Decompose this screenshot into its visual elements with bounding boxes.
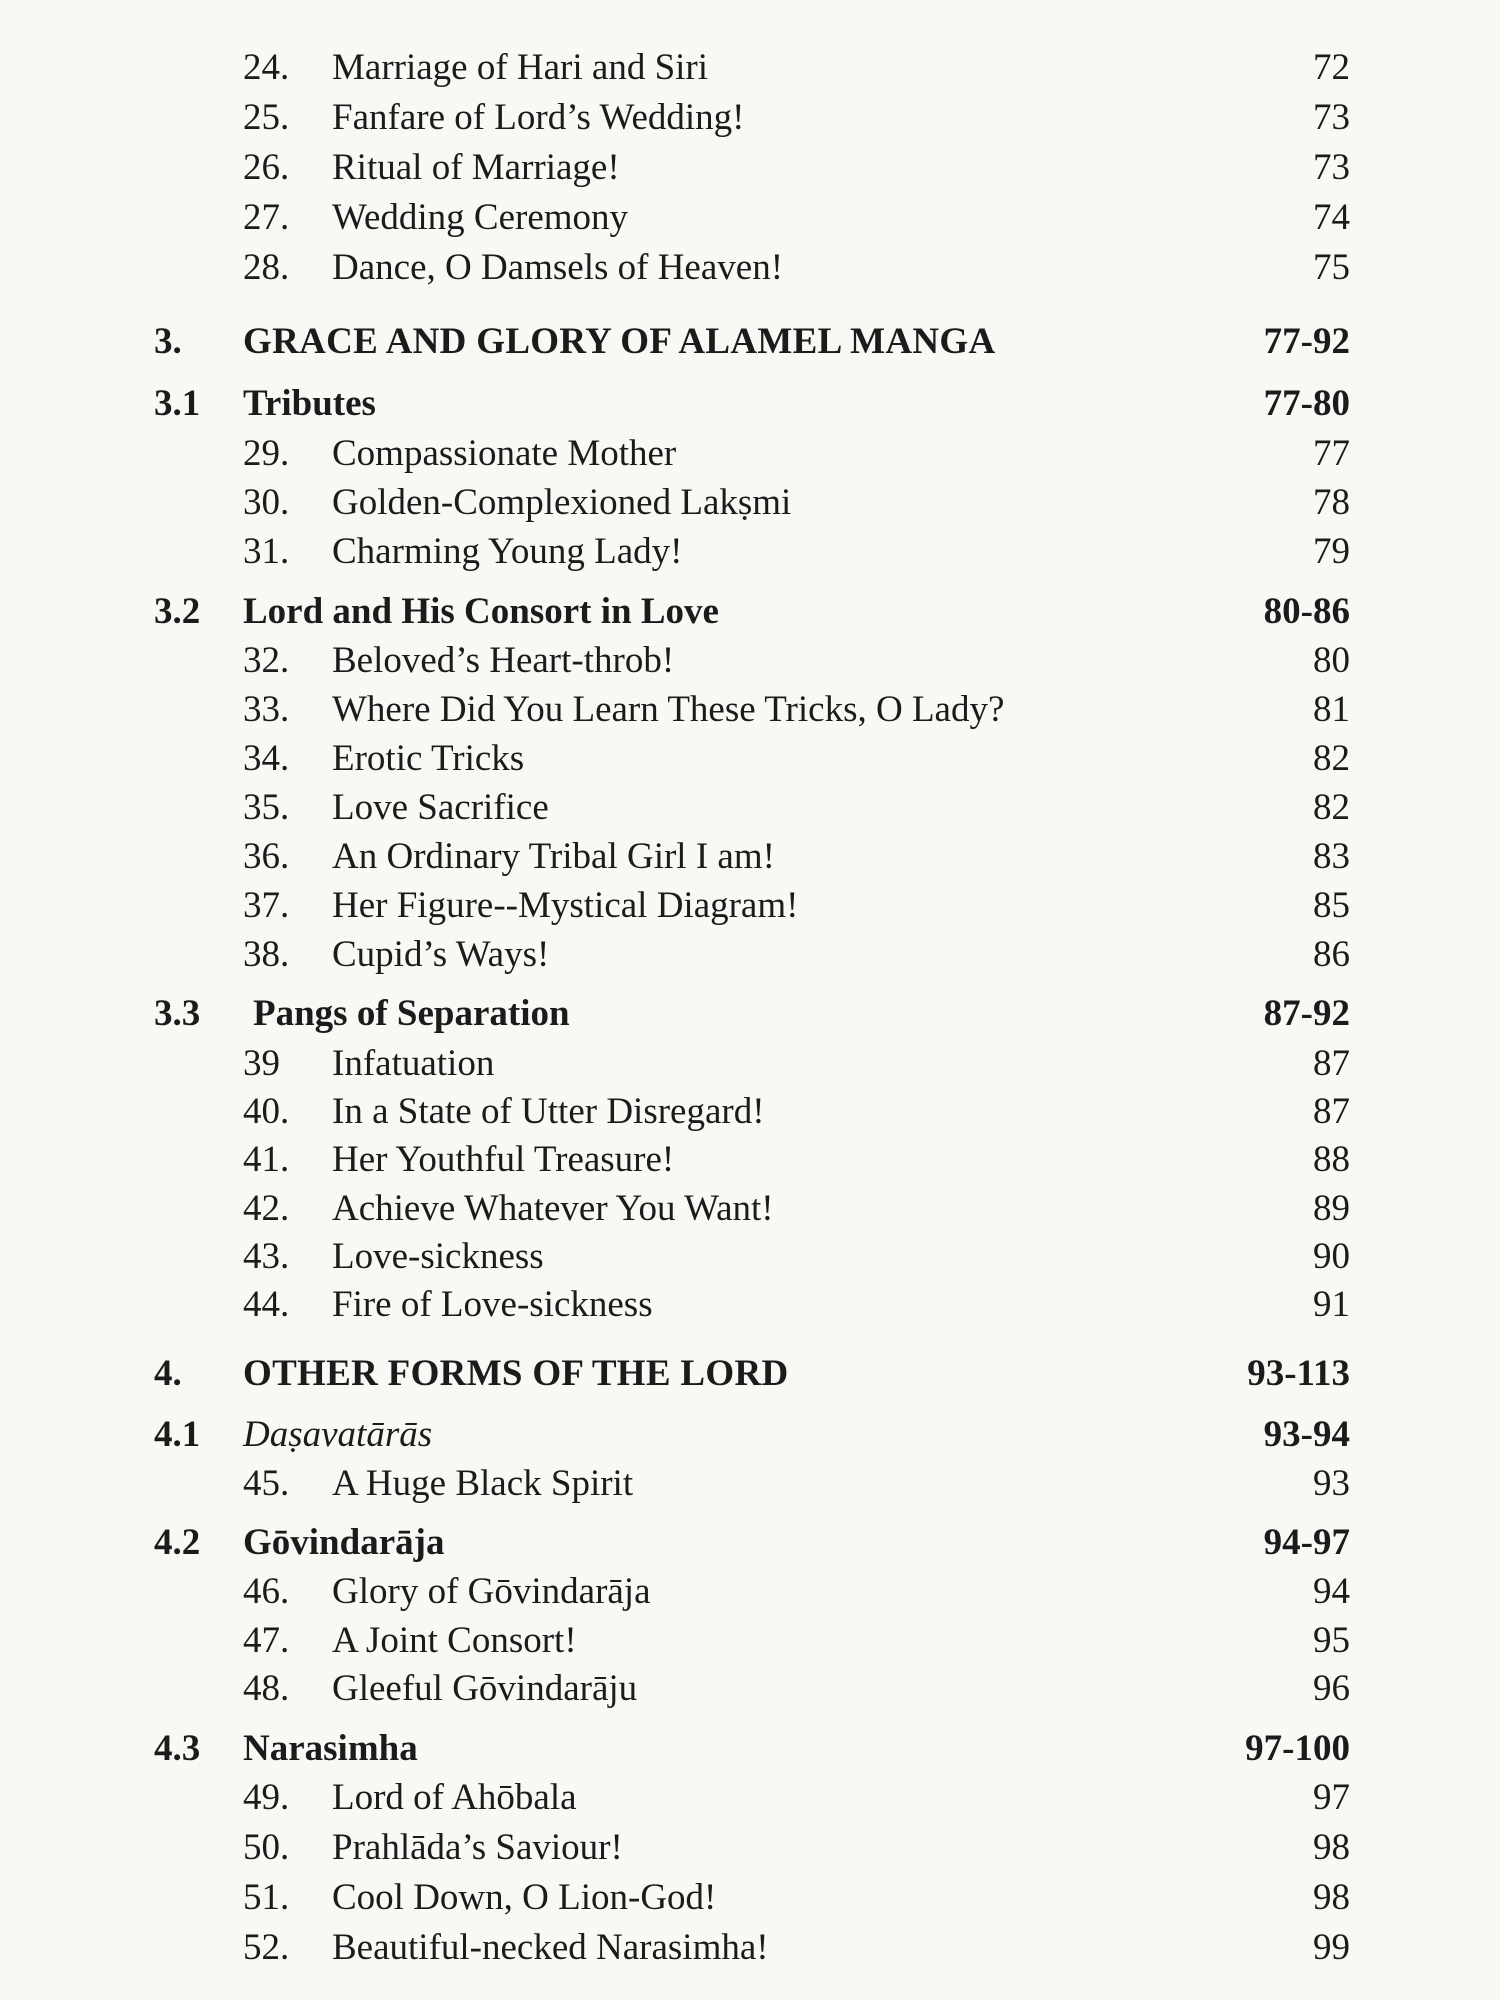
entry-page: 73 [1313, 147, 1350, 188]
entry-title: A Joint Consort! [332, 1620, 577, 1661]
entry-number: 39 [243, 1043, 280, 1084]
entry-page: 93 [1313, 1463, 1350, 1504]
entry-number: 41. [243, 1139, 290, 1180]
section-page-range: 97-100 [1245, 1728, 1350, 1769]
entry-title: Her Figure--Mystical Diagram! [332, 885, 799, 926]
entry-page: 82 [1313, 787, 1350, 828]
entry-page: 85 [1313, 885, 1350, 926]
toc-section-4-3 [0, 1725, 1500, 1773]
section-title: Gōvindarāja [243, 1522, 445, 1563]
entry-title: Love-sickness [332, 1236, 544, 1277]
entry-title: An Ordinary Tribal Girl I am! [332, 836, 775, 877]
entry-number: 38. [243, 934, 290, 975]
toc-chapter-3 [0, 318, 1500, 366]
toc-entry-36 [0, 833, 1500, 881]
entry-number: 42. [243, 1188, 290, 1229]
toc-entry-51 [0, 1874, 1500, 1922]
entry-page: 96 [1313, 1668, 1350, 1709]
entry-page: 74 [1313, 197, 1350, 238]
toc-entry-52 [0, 1924, 1500, 1972]
entry-number: 32. [243, 640, 290, 681]
entry-number: 43. [243, 1236, 290, 1277]
entry-page: 82 [1313, 738, 1350, 779]
entry-number: 27. [243, 197, 290, 238]
toc-chapter-4 [0, 1350, 1500, 1398]
entry-page: 83 [1313, 836, 1350, 877]
toc-entry-27 [0, 194, 1500, 242]
entry-number: 31. [243, 531, 290, 572]
toc-entry-26 [0, 144, 1500, 192]
entry-page: 86 [1313, 934, 1350, 975]
entry-title: Cool Down, O Lion-God! [332, 1877, 717, 1918]
entry-number: 29. [243, 433, 290, 474]
section-number: 4.2 [154, 1522, 201, 1563]
toc-entry-39 [0, 1040, 1500, 1088]
toc-entry-32 [0, 637, 1500, 685]
entry-page: 98 [1313, 1827, 1350, 1868]
section-number: 4.3 [154, 1728, 201, 1769]
section-page-range: 77-80 [1263, 383, 1350, 424]
entry-page: 91 [1313, 1284, 1350, 1325]
entry-number: 28. [243, 247, 290, 288]
entry-title: Wedding Ceremony [332, 197, 629, 238]
entry-title: Beautiful-necked Narasimha! [332, 1927, 769, 1968]
entry-number: 51. [243, 1877, 290, 1918]
entry-title: Prahlāda’s Saviour! [332, 1827, 623, 1868]
entry-title: Compassionate Mother [332, 433, 677, 474]
entry-page: 79 [1313, 531, 1350, 572]
entry-number: 46. [243, 1571, 290, 1612]
toc-entry-44 [0, 1281, 1500, 1329]
entry-number: 45. [243, 1463, 290, 1504]
toc-section-3-2 [0, 588, 1500, 636]
entry-title: In a State of Utter Disregard! [332, 1091, 765, 1132]
entry-title: Cupid’s Ways! [332, 934, 550, 975]
entry-number: 49. [243, 1777, 290, 1818]
entry-title: Charming Young Lady! [332, 531, 683, 572]
entry-number: 34. [243, 738, 290, 779]
section-page-range: 80-86 [1263, 591, 1350, 632]
entry-number: 48. [243, 1668, 290, 1709]
entry-number: 40. [243, 1091, 290, 1132]
entry-title: Fanfare of Lord’s Wedding! [332, 97, 745, 138]
entry-title: Glory of Gōvindarāja [332, 1571, 651, 1612]
toc-entry-47 [0, 1617, 1500, 1665]
entry-page: 99 [1313, 1927, 1350, 1968]
toc-entry-24 [0, 44, 1500, 92]
entry-page: 75 [1313, 247, 1350, 288]
entry-page: 77 [1313, 433, 1350, 474]
entry-number: 35. [243, 787, 290, 828]
toc-entry-28 [0, 244, 1500, 292]
entry-page: 73 [1313, 97, 1350, 138]
entry-page: 94 [1313, 1571, 1350, 1612]
toc-entry-29 [0, 430, 1500, 478]
entry-title: Her Youthful Treasure! [332, 1139, 675, 1180]
entry-page: 81 [1313, 689, 1350, 730]
entry-title: Dance, O Damsels of Heaven! [332, 247, 784, 288]
toc-entry-50 [0, 1824, 1500, 1872]
toc-entry-48 [0, 1665, 1500, 1713]
entry-title: Love Sacrifice [332, 787, 549, 828]
toc-entry-35 [0, 784, 1500, 832]
chapter-page-range: 77-92 [1263, 321, 1350, 362]
entry-title: Gleeful Gōvindarāju [332, 1668, 638, 1709]
entry-title: Ritual of Marriage! [332, 147, 620, 188]
entry-title: Where Did You Learn These Tricks, O Lady? [332, 689, 1005, 730]
entry-title: Beloved’s Heart-throb! [332, 640, 675, 681]
entry-page: 78 [1313, 482, 1350, 523]
section-number: 3.1 [154, 383, 201, 424]
section-title: Narasimha [243, 1728, 418, 1769]
section-page-range: 87-92 [1263, 993, 1350, 1034]
toc-entry-43 [0, 1233, 1500, 1281]
toc-entry-41 [0, 1136, 1500, 1184]
entry-page: 72 [1313, 47, 1350, 88]
entry-number: 26. [243, 147, 290, 188]
toc-entry-40 [0, 1088, 1500, 1136]
section-page-range: 93-94 [1263, 1414, 1350, 1455]
toc-entry-49 [0, 1774, 1500, 1822]
toc-section-3-3 [0, 990, 1500, 1038]
entry-title: Golden-Complexioned Lakṣmi [332, 482, 792, 523]
entry-page: 87 [1313, 1043, 1350, 1084]
chapter-number: 4. [154, 1353, 182, 1394]
toc-entry-34 [0, 735, 1500, 783]
chapter-number: 3. [154, 321, 182, 362]
entry-number: 44. [243, 1284, 290, 1325]
toc-entry-37 [0, 882, 1500, 930]
entry-page: 97 [1313, 1777, 1350, 1818]
section-title: Pangs of Separation [253, 993, 570, 1034]
section-title: Lord and His Consort in Love [243, 591, 719, 632]
toc-entry-30 [0, 479, 1500, 527]
entry-page: 98 [1313, 1877, 1350, 1918]
entry-title: Erotic Tricks [332, 738, 525, 779]
toc-entry-31 [0, 528, 1500, 576]
chapter-title: GRACE AND GLORY OF ALAMEL MANGA [243, 321, 996, 362]
entry-number: 50. [243, 1827, 290, 1868]
entry-page: 90 [1313, 1236, 1350, 1277]
entry-number: 52. [243, 1927, 290, 1968]
entry-number: 37. [243, 885, 290, 926]
entry-number: 30. [243, 482, 290, 523]
entry-page: 87 [1313, 1091, 1350, 1132]
toc-entry-33 [0, 686, 1500, 734]
section-number: 3.2 [154, 591, 201, 632]
entry-title: A Huge Black Spirit [332, 1463, 634, 1504]
toc-entry-46 [0, 1568, 1500, 1616]
toc-entry-25 [0, 94, 1500, 142]
entry-title: Infatuation [332, 1043, 495, 1084]
entry-title: Lord of Ahōbala [332, 1777, 577, 1818]
entry-number: 33. [243, 689, 290, 730]
entry-number: 24. [243, 47, 290, 88]
section-page-range: 94-97 [1263, 1522, 1350, 1563]
entry-number: 25. [243, 97, 290, 138]
entry-number: 47. [243, 1620, 290, 1661]
entry-title: Achieve Whatever You Want! [332, 1188, 774, 1229]
entry-title: Fire of Love-sickness [332, 1284, 653, 1325]
entry-page: 95 [1313, 1620, 1350, 1661]
chapter-page-range: 93-113 [1247, 1353, 1350, 1394]
toc-entry-45 [0, 1460, 1500, 1508]
toc-entry-38 [0, 931, 1500, 979]
section-number: 3.3 [154, 993, 201, 1034]
toc-entry-42 [0, 1185, 1500, 1233]
section-title: Tributes [243, 383, 376, 424]
section-number: 4.1 [154, 1414, 201, 1455]
chapter-title: OTHER FORMS OF THE LORD [243, 1353, 789, 1394]
entry-title: Marriage of Hari and Siri [332, 47, 709, 88]
toc-section-4-1 [0, 1411, 1500, 1459]
entry-number: 36. [243, 836, 290, 877]
entry-page: 80 [1313, 640, 1350, 681]
toc-section-3-1 [0, 380, 1500, 428]
entry-page: 88 [1313, 1139, 1350, 1180]
section-title: Daṣavatārās [243, 1414, 433, 1455]
entry-page: 89 [1313, 1188, 1350, 1229]
toc-section-4-2 [0, 1519, 1500, 1567]
